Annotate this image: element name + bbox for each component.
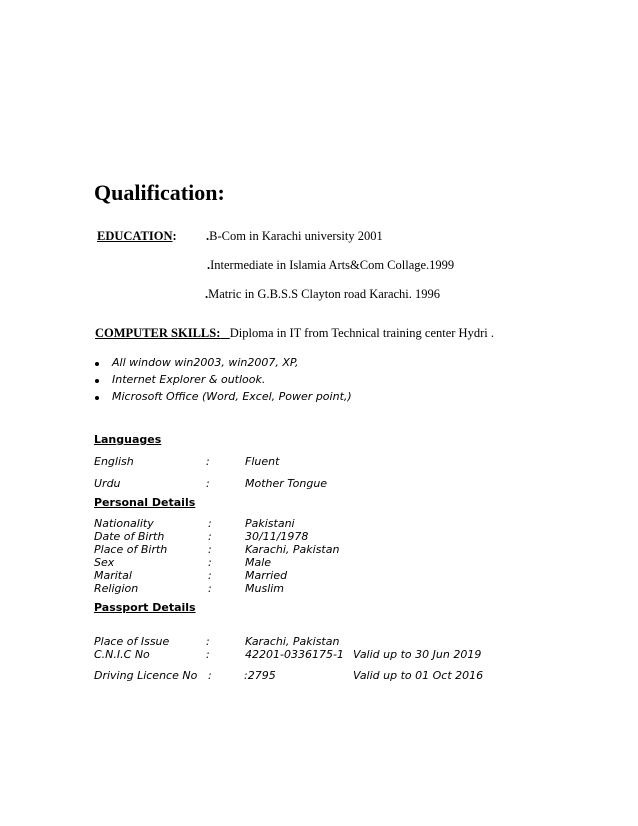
computer-skills-label: COMPUTER SKILLS: <box>95 326 221 340</box>
education-colon: : <box>172 229 177 243</box>
passport-label: C.N.I.C No <box>94 648 150 661</box>
education-item <box>207 258 454 273</box>
languages-heading: Languages <box>94 433 162 446</box>
personal-value: Muslim <box>245 582 285 595</box>
personal-label: Date of Birth <box>94 530 165 543</box>
education-item-text: Matric in G.B.S.S Clayton road Karachi. 1996 <box>208 287 441 301</box>
personal-label: Religion <box>94 582 139 595</box>
passport-label: Driving Licence No <box>94 669 198 682</box>
education-bullet: . <box>207 258 211 272</box>
education-item-text: B-Com in Karachi university 2001 <box>209 229 383 243</box>
personal-separator: : <box>208 517 212 530</box>
passport-separator: : <box>206 648 210 661</box>
passport-value: Karachi, Pakistan <box>245 635 340 648</box>
bullet-icon <box>95 362 99 366</box>
personal-value: Karachi, Pakistan <box>245 543 340 556</box>
language-value: Fluent <box>245 455 280 468</box>
personal-label: Sex <box>94 556 115 569</box>
passport-separator: : <box>206 635 210 648</box>
computer-skills-row <box>95 326 494 341</box>
computer-skills-text: Diploma in IT from Technical training center Hydri . <box>229 326 494 340</box>
personal-value: Pakistani <box>245 517 295 530</box>
personal-separator: : <box>208 530 212 543</box>
personal-details-heading: Personal Details <box>94 496 196 509</box>
personal-value: 30/11/1978 <box>245 530 309 543</box>
personal-value: Male <box>245 556 272 569</box>
education-label: EDUCATION <box>97 229 173 243</box>
passport-separator: : <box>208 669 212 682</box>
language-separator: : <box>206 477 210 490</box>
education-item <box>206 229 383 244</box>
bullet-icon <box>95 379 99 383</box>
qualification-heading: Qualification: <box>94 180 225 205</box>
education-item <box>205 287 440 302</box>
skill-item: Internet Explorer & outlook. <box>112 373 266 386</box>
education-bullet: . <box>206 229 210 243</box>
personal-separator: : <box>208 582 212 595</box>
passport-value: 42201-0336175-1 <box>245 648 344 661</box>
bullet-icon <box>95 396 99 400</box>
education-item-text: Intermediate in Islamia Arts&Com Collage.1999 <box>210 258 455 272</box>
computer-skills-gap <box>220 326 229 340</box>
language-separator: : <box>206 455 210 468</box>
language-label: English <box>94 455 134 468</box>
language-label: Urdu <box>94 477 121 490</box>
personal-label: Marital <box>94 569 132 582</box>
personal-separator: : <box>208 543 212 556</box>
skill-item: Microsoft Office (Word, Excel, Power point,) <box>112 390 352 403</box>
personal-label: Place of Birth <box>94 543 168 556</box>
personal-separator: : <box>208 556 212 569</box>
passport-validity: Valid up to 30 Jun 2019 <box>353 648 482 661</box>
passport-value: :2795 <box>244 669 276 682</box>
personal-separator: : <box>208 569 212 582</box>
education-label-row <box>97 229 177 244</box>
passport-details-heading: Passport Details <box>94 601 196 614</box>
personal-label: Nationality <box>94 517 154 530</box>
language-value: Mother Tongue <box>245 477 328 490</box>
education-bullet: . <box>205 287 209 301</box>
skill-item: All window win2003, win2007, XP, <box>112 356 299 369</box>
passport-label: Place of Issue <box>94 635 170 648</box>
personal-value: Married <box>245 569 288 582</box>
passport-validity: Valid up to 01 Oct 2016 <box>353 669 484 682</box>
